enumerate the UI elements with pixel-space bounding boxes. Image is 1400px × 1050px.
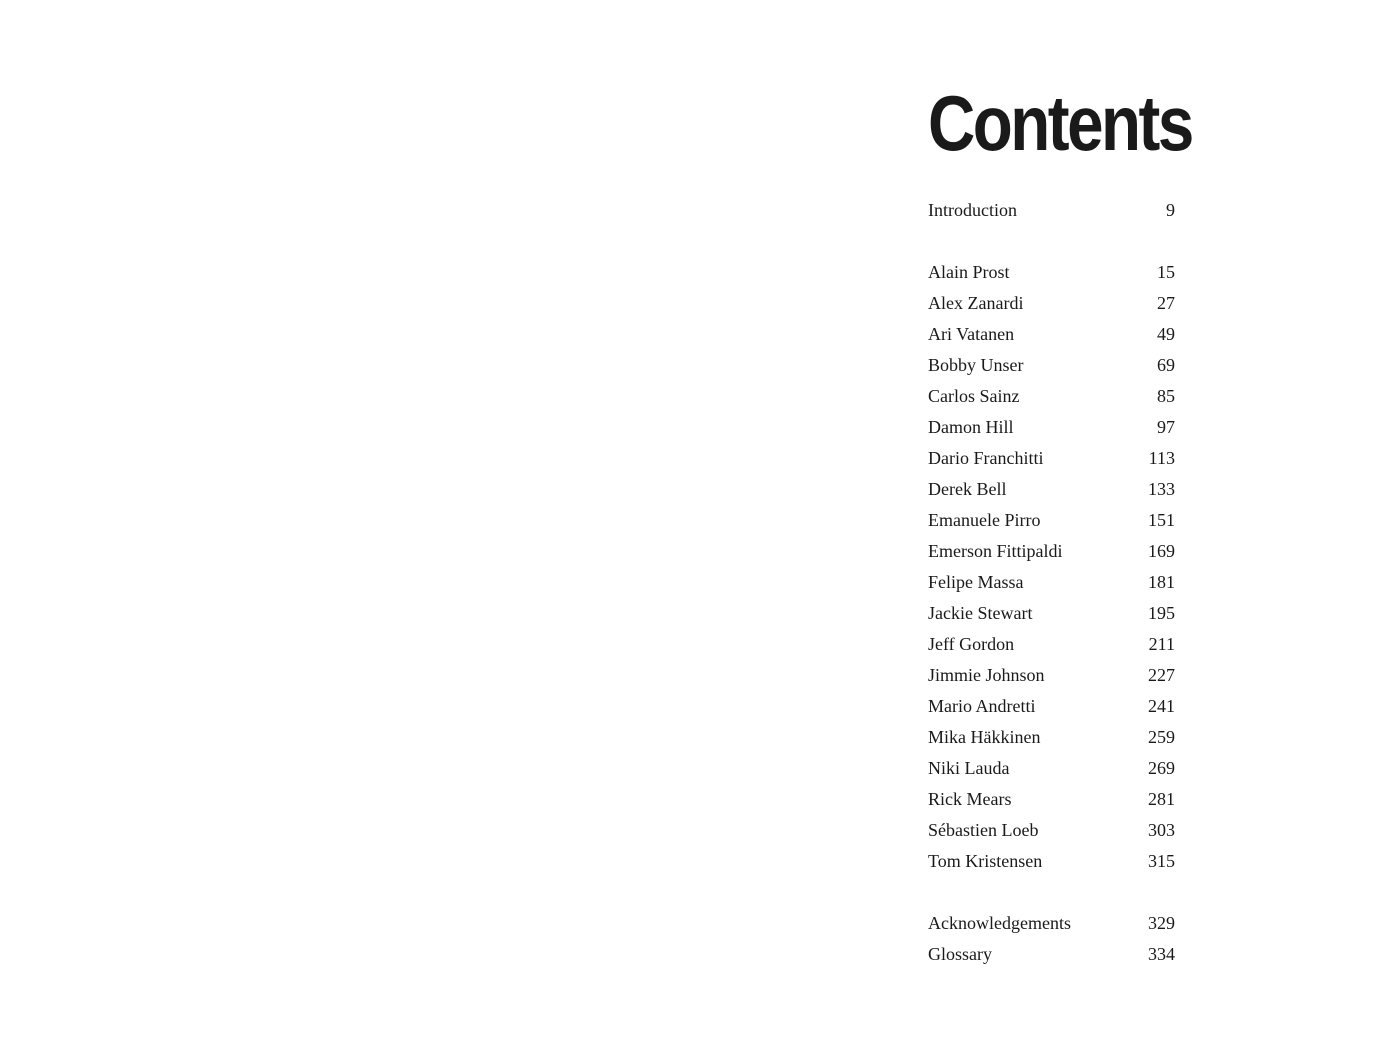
toc-entry-title: Mario Andretti (928, 696, 1036, 716)
toc-entry (928, 288, 1175, 319)
toc-entry (928, 753, 1175, 784)
toc-entry-page-number: 315 (1148, 851, 1175, 871)
toc-entry-title: Tom Kristensen (928, 851, 1043, 871)
toc-entry-page-number: 69 (1157, 355, 1175, 375)
toc-entry-page-number: 303 (1148, 820, 1175, 840)
toc-entry (928, 350, 1175, 381)
toc-entry-title: Emerson Fittipaldi (928, 541, 1063, 561)
toc-entry (928, 381, 1175, 412)
toc-entry-title: Glossary (928, 944, 992, 964)
toc-entry-title: Derek Bell (928, 479, 1007, 499)
toc-entry-page-number: 259 (1148, 727, 1175, 747)
toc-entry (928, 629, 1175, 660)
toc-entry-page-number: 211 (1148, 634, 1175, 654)
toc-entry (928, 412, 1175, 443)
toc-entry (928, 567, 1175, 598)
page-title: Contents (928, 79, 1192, 167)
back-matter-list (928, 908, 1175, 970)
toc-entry-title: Jeff Gordon (928, 634, 1015, 654)
toc-entry (928, 443, 1175, 474)
toc-entry-title: Mika Häkkinen (928, 727, 1041, 747)
toc-entry-page-number: 195 (1148, 603, 1175, 623)
toc-entry-title: Rick Mears (928, 789, 1012, 809)
toc-entry (928, 908, 1175, 939)
toc-entry-page-number: 181 (1148, 572, 1175, 592)
toc-entry (928, 939, 1175, 970)
toc-entry-page-number: 9 (1166, 200, 1175, 220)
toc-entry-title: Alex Zanardi (928, 293, 1024, 313)
toc-entry-page-number: 97 (1157, 417, 1175, 437)
toc-entry-title: Niki Lauda (928, 758, 1010, 778)
chapter-list (928, 257, 1175, 877)
toc-entry-title: Acknowledgements (928, 913, 1071, 933)
toc-entry (928, 474, 1175, 505)
toc-entry (928, 505, 1175, 536)
toc-entry-page-number: 133 (1148, 479, 1175, 499)
toc-entry-title: Bobby Unser (928, 355, 1024, 375)
toc-entry-title: Emanuele Pirro (928, 510, 1041, 530)
table-of-contents (928, 79, 1192, 970)
toc-entry (928, 195, 1175, 226)
toc-entry-page-number: 269 (1148, 758, 1175, 778)
toc-entry-page-number: 281 (1148, 789, 1175, 809)
toc-entry (928, 691, 1175, 722)
toc-entry (928, 784, 1175, 815)
toc-entry-page-number: 329 (1148, 913, 1175, 933)
toc-entry-page-number: 334 (1148, 944, 1175, 964)
toc-entry-page-number: 113 (1148, 448, 1175, 468)
toc-entry-title: Damon Hill (928, 417, 1014, 437)
toc-entry-page-number: 241 (1148, 696, 1175, 716)
toc-entry-title: Jimmie Johnson (928, 665, 1045, 685)
toc-entry-title: Introduction (928, 200, 1017, 220)
toc-entry-page-number: 27 (1157, 293, 1175, 313)
toc-entry-page-number: 15 (1157, 262, 1175, 282)
toc-entry (928, 257, 1175, 288)
toc-entry (928, 660, 1175, 691)
toc-entry-page-number: 227 (1148, 665, 1175, 685)
toc-entry-page-number: 85 (1157, 386, 1175, 406)
toc-entry-title: Dario Franchitti (928, 448, 1044, 468)
toc-entry (928, 815, 1175, 846)
toc-entry (928, 846, 1175, 877)
toc-entry-title: Ari Vatanen (928, 324, 1015, 344)
toc-entry (928, 536, 1175, 567)
toc-entry-page-number: 151 (1148, 510, 1175, 530)
toc-entry-title: Sébastien Loeb (928, 820, 1039, 840)
toc-entry-title: Felipe Massa (928, 572, 1024, 592)
toc-entry-title: Jackie Stewart (928, 603, 1033, 623)
toc-entry-page-number: 49 (1157, 324, 1175, 344)
toc-entry (928, 319, 1175, 350)
front-matter-list (928, 195, 1175, 226)
toc-entry-title: Alain Prost (928, 262, 1010, 282)
toc-entry (928, 722, 1175, 753)
toc-entry-title: Carlos Sainz (928, 386, 1020, 406)
toc-entry (928, 598, 1175, 629)
toc-entry-page-number: 169 (1148, 541, 1175, 561)
